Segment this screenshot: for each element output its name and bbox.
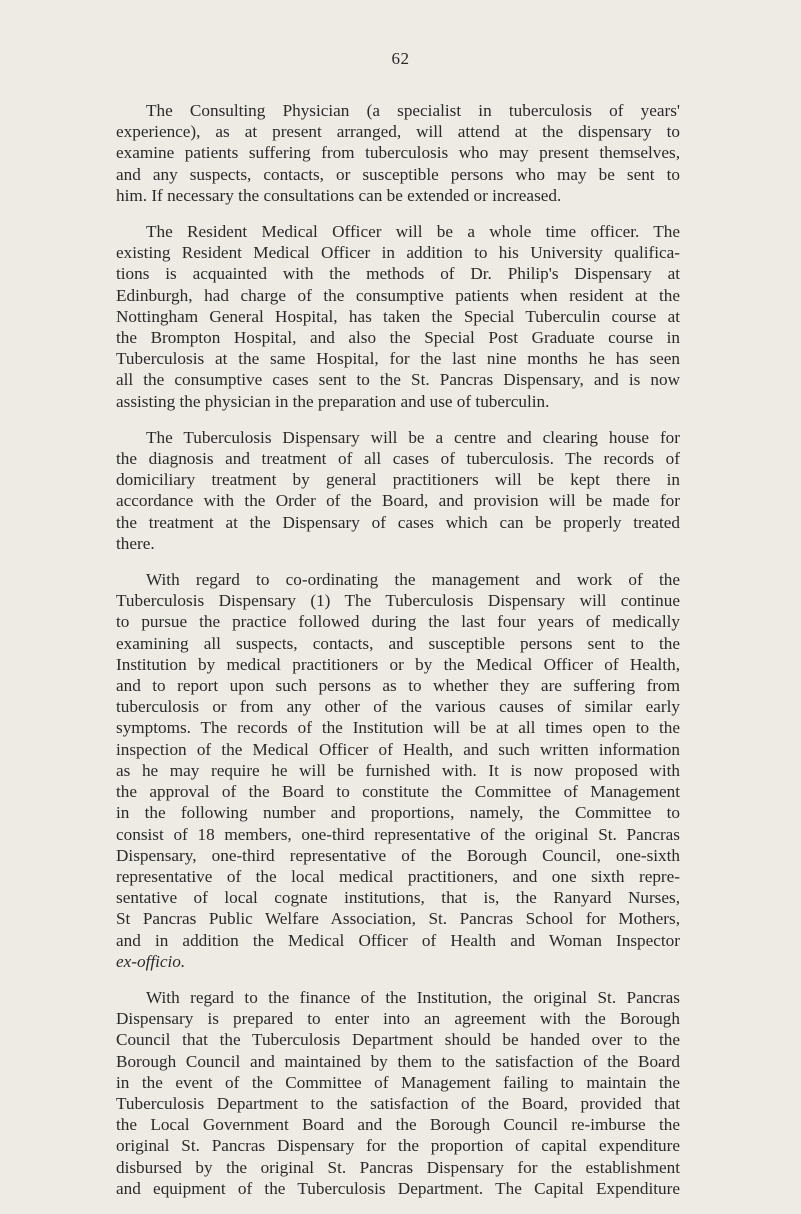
text-line: Council that the Tuberculosis Department should be handed over to the <box>116 1030 680 1050</box>
text-line: consist of 18 members, one-third representative of the original St. Pancras <box>116 824 680 844</box>
text-line: assisting the physician in the preparation and use of tuberculin. <box>116 391 550 411</box>
text-line: disbursed by the original St. Pancras Dispensary for the establishment <box>116 1157 680 1177</box>
text-line: in the following number and proportions, namely, the Committee to <box>116 803 680 823</box>
text-line: representative of the local medical practitioners, and one sixth repre- <box>116 866 680 886</box>
paragraph-resident-medical-officer <box>116 221 680 412</box>
paragraph-finance <box>116 987 680 1199</box>
text-line: in the event of the Committee of Management failing to maintain the <box>116 1072 680 1092</box>
paragraph-consulting-physician <box>116 100 680 206</box>
text-line: experience), as at present arranged, will attend at the dispensary to <box>116 122 680 142</box>
text-line: Nottingham General Hospital, has taken the Special Tuberculin course at <box>116 306 680 326</box>
text-line: St Pancras Public Welfare Association, St. Pancras School for Mothers, <box>116 909 680 929</box>
text-line: tuberculosis or from any other of the various causes of similar early <box>116 697 680 717</box>
text-line: ex-officio. <box>116 951 186 971</box>
text-line: With regard to the finance of the Institution, the original St. Pancras <box>146 987 680 1007</box>
text-line: the diagnosis and treatment of all cases of tuberculosis. The records of <box>116 449 680 469</box>
text-line: and in addition the Medical Officer of Health and Woman Inspector <box>116 930 680 950</box>
text-line: the approval of the Board to constitute the Committee of Management <box>116 782 680 802</box>
text-line: existing Resident Medical Officer in addition to his University qualifica- <box>116 243 680 263</box>
text-line: to pursue the practice followed during the last four years of medically <box>116 612 680 632</box>
text-line: the treatment at the Dispensary of cases which can be properly treated <box>116 512 680 532</box>
text-line: all the consumptive cases sent to the St. Pancras Dispensary, and is now <box>116 370 680 390</box>
text-line: The Tuberculosis Dispensary will be a centre and clearing house for <box>146 427 680 447</box>
text-line: Dispensary, one-third representative of the Borough Council, one-sixth <box>116 845 680 865</box>
text-line: Edinburgh, had charge of the consumptive patients when resident at the <box>116 285 680 305</box>
text-line: as he may require he will be furnished with. It is now proposed with <box>116 760 680 780</box>
text-line: and any suspects, contacts, or susceptible persons who may be sent to <box>116 164 680 184</box>
text-line: domiciliary treatment by general practitioners will be kept there in <box>116 470 680 490</box>
text-line: sentative of local cognate institutions, that is, the Ranyard Nurses, <box>116 888 680 908</box>
text-line: and to report upon such persons as to whether they are suffering from <box>116 676 680 696</box>
paragraph-co-ordination <box>116 569 680 972</box>
text-line: symptoms. The records of the Institution will be at all times open to the <box>116 718 680 738</box>
text-line: Tuberculosis Department to the satisfaction of the Board, provided that <box>116 1093 680 1113</box>
paragraph-dispensary-role <box>116 427 680 554</box>
text-line: examining all suspects, contacts, and susceptible persons sent to the <box>116 633 680 653</box>
text-line: and equipment of the Tuberculosis Department. The Capital Expenditure <box>116 1178 680 1198</box>
text-line: the Brompton Hospital, and also the Special Post Graduate course in <box>116 328 680 348</box>
text-line: tions is acquainted with the methods of Dr. Philip's Dispensary at <box>116 264 680 284</box>
text-line: him. If necessary the consultations can be extended or increased. <box>116 185 562 205</box>
text-line: Borough Council and maintained by them to the satisfaction of the Board <box>116 1051 680 1071</box>
text-line: the Local Government Board and the Borough Council re-imburse the <box>116 1115 680 1135</box>
text-line: The Consulting Physician (a specialist in tuberculosis of years' <box>146 101 680 120</box>
text-line: Institution by medical practitioners or by the Medical Officer of Health, <box>116 654 680 674</box>
text-line: The Resident Medical Officer will be a whole time officer. The <box>146 222 680 242</box>
text-line: inspection of the Medical Officer of Health, and such written information <box>116 739 680 759</box>
text-line: examine patients suffering from tuberculosis who may present themselves, <box>116 143 680 163</box>
page-number: 62 <box>391 49 410 68</box>
text-line: Dispensary is prepared to enter into an agreement with the Borough <box>116 1009 680 1029</box>
body-text <box>116 100 680 1214</box>
text-line: With regard to co-ordinating the management and work of the <box>146 570 680 590</box>
text-line: original St. Pancras Dispensary for the proportion of capital expenditure <box>116 1136 680 1156</box>
text-line: Tuberculosis at the same Hospital, for the last nine months he has seen <box>116 349 680 369</box>
text-line: there. <box>116 533 155 553</box>
text-line: Tuberculosis Dispensary (1) The Tuberculosis Dispensary will continue <box>116 591 680 611</box>
text-line: accordance with the Order of the Board, and provision will be made for <box>116 491 680 511</box>
